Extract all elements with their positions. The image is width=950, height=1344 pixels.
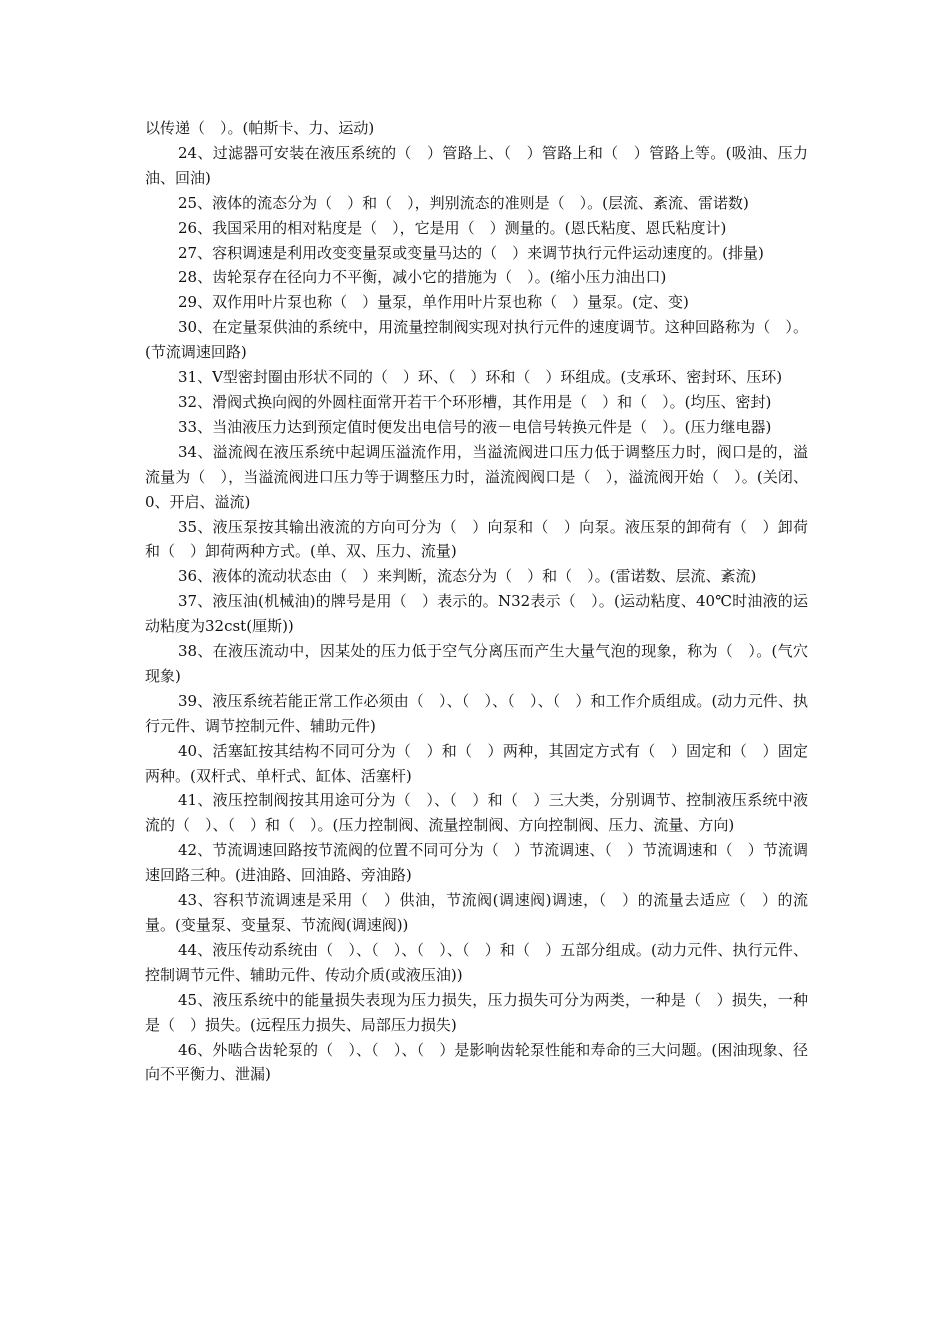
question-46: 46、外啮合齿轮泵的（ ）、（ ）、（ ）是影响齿轮泵性能和寿命的三大问题。(困油现象、径向不平衡力、泄漏) [145,1040,808,1084]
question-24: 24、过滤器可安装在液压系统的（ ）管路上、（ ）管路上和（ ）管路上等。(吸油、压力油、回油) [145,143,808,187]
question-37: 37、液压油(机械油)的牌号是用（ ）表示的。N32表示（ ）。(运动粘度、40℃时油液的运动粘度为32cst(厘斯)) [145,592,808,636]
question-39: 39、液压系统若能正常工作必须由（ ）、（ ）、（ ）、（ ）和工作介质组成。(动力元件、执行元件、调节控制元件、辅助元件) [145,691,808,735]
question-36: 36、液体的流动状态由（ ）来判断，流态分为（ ）和（ ）。(雷诺数、层流、紊流) [178,567,757,586]
question-28: 28、齿轮泵存在径向力不平衡，减小它的措施为（ ）。(缩小压力油出口) [178,268,667,287]
question-31: 31、V型密封圈由形状不同的（ ）环、（ ）环和（ ）环组成。(支承环、密封环、压环) [178,368,783,387]
document-page [145,116,808,1087]
question-26: 26、我国采用的相对粘度是（ ），它是用（ ）测量的。(恩氏粘度、恩氏粘度计) [178,218,727,237]
question-44: 44、液压传动系统由（ ）、（ ）、（ ）、（ ）和（ ）五部分组成。(动力元件、执行元件、控制调节元件、辅助元件、传动介质(或液压油)) [145,940,808,984]
paragraph-continuation: 以传递（ ）。(帕斯卡、力、运动) [145,119,375,137]
question-25: 25、液体的流态分为（ ）和（ ），判别流态的准则是（ ）。(层流、紊流、雷诺数) [178,193,749,212]
question-35: 35、液压泵按其输出液流的方向可分为（ ）向泵和（ ）向泵。液压泵的卸荷有（ ）卸荷和（ ）卸荷两种方式。(单、双、压力、流量) [145,517,808,561]
question-30: 30、在定量泵供油的系统中，用流量控制阀实现对执行元件的速度调节。这种回路称为（ ）。(节流调速回路) [145,318,808,362]
question-43: 43、容积节流调速是采用（ ）供油，节流阀(调速阀)调速，（ ）的流量去适应（ ）的流量。(变量泵、变量泵、节流阀(调速阀)) [145,891,808,934]
question-45: 45、液压系统中的能量损失表现为压力损失，压力损失可分为两类，一种是（ ）损失，一种是（ ）损失。(远程压力损失、局部压力损失) [145,990,808,1034]
question-41: 41、液压控制阀按其用途可分为（ ）、（ ）和（ ）三大类，分别调节、控制液压系统中液流的（ ）、（ ）和（ ）。(压力控制阀、流量控制阀、方向控制阀、压力、流量、方向) [145,791,808,835]
question-42: 42、节流调速回路按节流阀的位置不同可分为（ ）节流调速、（ ）节流调速和（ ）节流调速回路三种。(进油路、回油路、旁油路) [145,841,808,885]
question-27: 27、容积调速是利用改变变量泵或变量马达的（ ）来调节执行元件运动速度的。(排量) [178,243,764,262]
question-34: 34、溢流阀在液压系统中起调压溢流作用，当溢流阀进口压力低于调整压力时，阀口是的，溢流量为（ ），当溢流阀进口压力等于调整压力时，溢流阀阀口是（ ），溢流阀开始（ ）。(关闭、0、开启、溢流) [145,442,808,511]
question-32: 32、滑阀式换向阀的外圆柱面常开若干个环形槽，其作用是（ ）和（ ）。(均压、密封) [178,392,772,411]
question-29: 29、双作用叶片泵也称（ ）量泵，单作用叶片泵也称（ ）量泵。(定、变) [178,293,689,312]
question-38: 38、在液压流动中，因某处的压力低于空气分离压而产生大量气泡的现象，称为（ ）。(气穴现象) [145,642,808,685]
question-33: 33、当油液压力达到预定值时便发出电信号的液－电信号转换元件是（ ）。(压力继电器) [178,417,772,436]
question-40: 40、活塞缸按其结构不同可分为（ ）和（ ）两种，其固定方式有（ ）固定和（ ）固定两种。(双杆式、单杆式、缸体、活塞杆) [145,741,808,785]
